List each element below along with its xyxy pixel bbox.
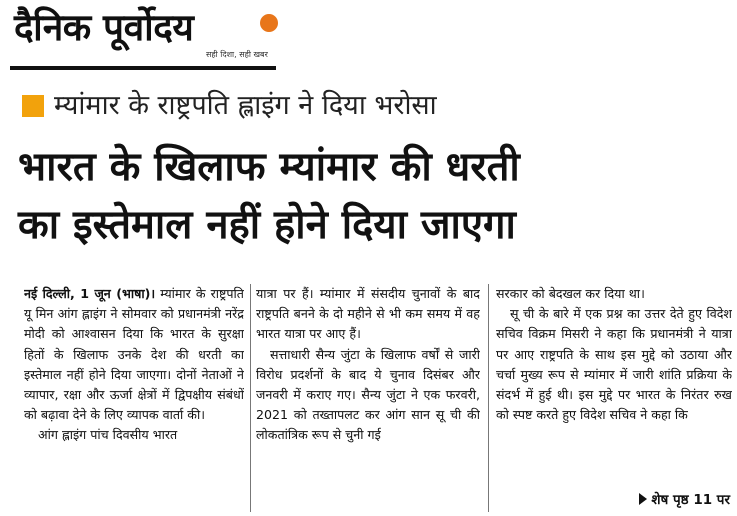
column-2-paragraph-1: यात्रा पर हैं। म्यांमार में संसदीय चुनावों के बाद राष्ट्रपति बनने के दो महीने से भी कम समय में वह भारत यात्रा पर आए हैं। [256,286,480,342]
kicker [22,88,437,124]
logo-sun-icon [258,12,280,34]
headline-line-1: भारत के खिलाफ म्यांमार की धरती [18,144,520,190]
continued-on-page[interactable] [639,490,730,510]
column-2-paragraph-2: सत्ताधारी सैन्य जुंटा के खिलाफ वर्षों से जारी विरोध प्रदर्शनों के बाद ये चुनाव दिसंबर और जनवरी में कराए गए। सैन्य जुंटा ने एक फरवरी, 2021 को तख्तापलट कर आंग सान सू ची की लोकतांत्रिक रूप से चुनी गई [256,346,480,443]
article-column-1 [24,284,244,512]
dateline: नई दिल्ली, 1 जून (भाषा)। [24,286,156,301]
column-3-paragraph-1: सरकार को बेदखल कर दिया था। [496,286,645,301]
arrow-right-icon [639,493,647,505]
column-3-paragraph-2: सू ची के बारे में एक प्रश्न का उत्तर देते हुए विदेश सचिव विक्रम मिसरी ने कहा कि प्रधानमंत्री ने यात्रा पर आए राष्ट्रपति के साथ इस मुद्दे को उठाया और चर्चा मुख्य रूप से म्यांमार में जारी शांति प्रक्रिया के संदर्भ में हुई थी। इस मुद्दे पर भारत के निरंतर रुख को स्पष्ट करते हुए विदेश सचिव ने कहा कि [496,306,732,423]
newspaper-logo: दैनिक पूर्वोदय [14,6,194,49]
column-1-paragraph-1: म्यांमार के राष्ट्रपति यू मिन आंग ह्लाइंग ने सोमवार को प्रधानमंत्री नरेंद्र मोदी को आश्वासन दिया कि भारत के सुरक्षा हितों के खिलाफ उनके देश की धरती का इस्तेमाल नहीं होने दिया जाएगा। दोनों नेताओं ने व्यापार, रक्षा और ऊर्जा क्षेत्रों में द्विपक्षीय संबंधों को बढ़ावा देने के लिए व्यापक वार्ता की। [24,286,244,423]
headline [18,138,728,254]
column-1-paragraph-2: आंग ह्लाइंग पांच दिवसीय भारत [38,427,178,443]
kicker-text: म्यांमार के राष्ट्रपति ह्लाइंग ने दिया भरोसा [54,90,437,121]
column-divider [488,284,489,512]
article-body [24,284,734,512]
continued-label: शेष पृष्ठ 11 पर [651,492,730,508]
column-divider [250,284,251,512]
headline-line-2: का इस्तेमाल नहीं होने दिया जाएगा [18,202,516,248]
article-column-3 [496,284,732,512]
article-column-2 [256,284,480,512]
masthead-tagline: सही दिशा, सही खबर [206,50,268,59]
masthead-rule [10,66,276,70]
kicker-bullet-icon [22,95,44,117]
masthead [10,6,282,68]
